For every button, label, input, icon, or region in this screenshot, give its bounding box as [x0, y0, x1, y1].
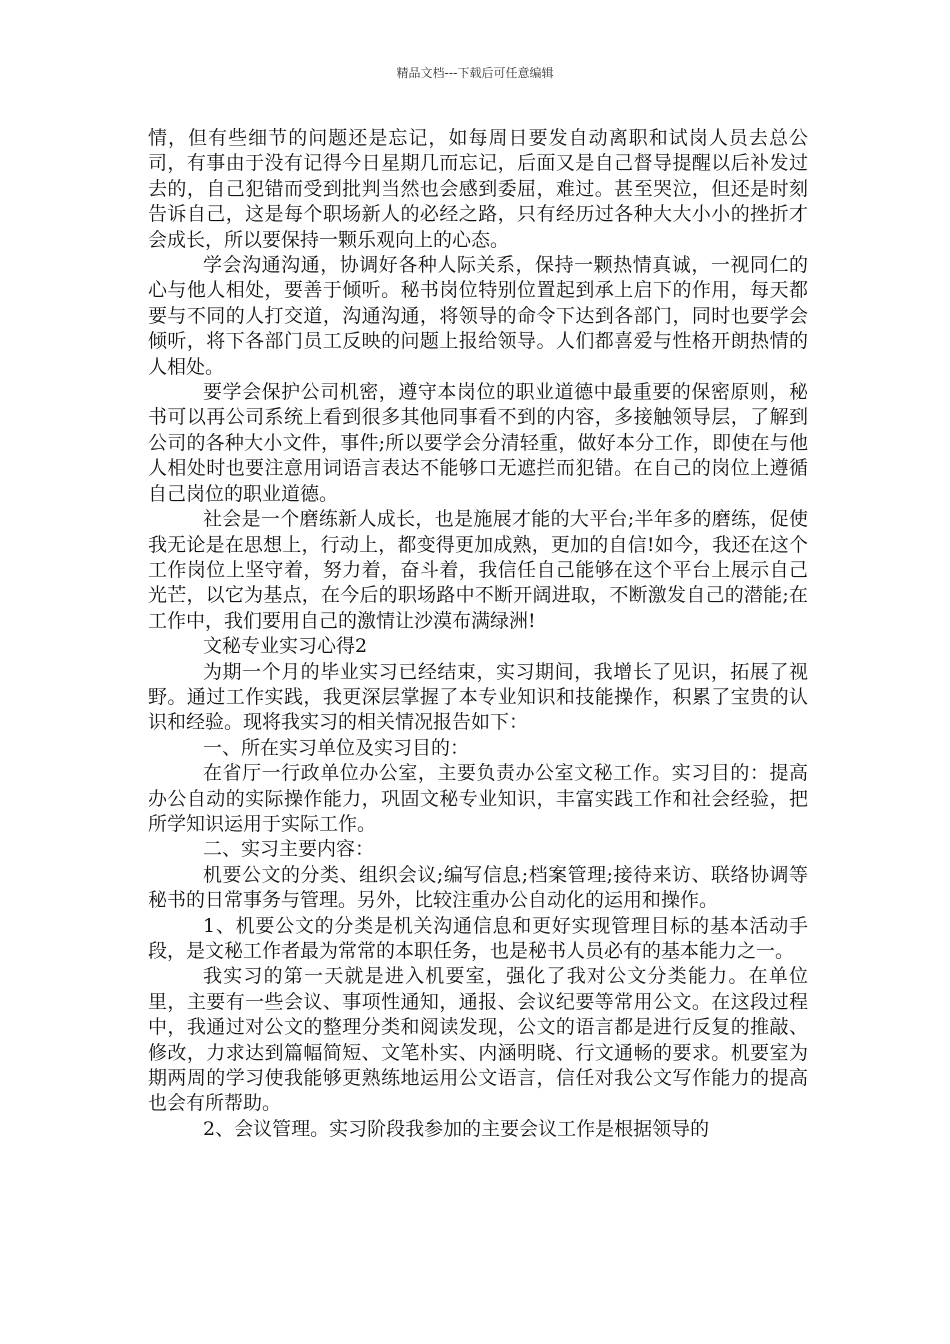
paragraph: 要学会保护公司机密，遵守本岗位的职业道德中最重要的保密原则，秘书可以再公司系统上看到很多其他同事看不到的内容，多接触领导层，了解到公司的各种大小文件，事件;所以要学会分清轻重，做好本分工作，即使在与他人相处时也要注意用词语言表达不能够口无遮拦而犯错。在自己的岗位上遵循自己岗位的职业道德。: [148, 381, 808, 505]
section-heading: 一、所在实习单位及实习目的：: [203, 736, 470, 759]
page-header: 精品文档---下载后可任意编辑: [396, 66, 554, 80]
paragraph: 机要公文的分类、组织会议;编写信息;档案管理;接待来访、联络协调等秘书的日常事务与管理。另外，比较注重办公自动化的运用和操作。: [148, 863, 808, 912]
paragraph: 我实习的第一天就是进入机要室，强化了我对公文分类能力。在单位里，主要有一些会议、事项性通知，通报、会议纪要等常用公文。在这段过程中，我通过对公文的整理分类和阅读发现，公文的语言都是进行反复的推敲、修改，力求达到篇幅简短、文笔朴实、内涵明晓、行文通畅的要求。机要室为期两周的学习使我能够更熟练地运用公文语言，信任对我公文写作能力的提高也会有所帮助。: [148, 965, 808, 1115]
paragraph: 在省厅一行政单位办公室，主要负责办公室文秘工作。实习目的：提高办公自动的实际操作能力，巩固文秘专业知识，丰富实践工作和社会经验，把所学知识运用于实际工作。: [148, 762, 808, 835]
paragraph: 为期一个月的毕业实习已经结束，实习期间，我增长了见识，拓展了视野。通过工作实践，我更深层掌握了本专业知识和技能操作，积累了宝贵的认识和经验。现将我实习的相关情况报告如下：: [148, 660, 808, 734]
paragraph: 社会是一个磨练新人成长，也是施展才能的大平台;半年多的磨练，促使我无论是在思想上，行动上，都变得更加成熟，更加的自信!如今，我还在这个工作岗位上坚守着，努力着，奋斗着，我信任自己能够在这个平台上展示自己光芒，以它为基点，在今后的职场路中不断开阔进取，不断激发自己的潜能;在工作中，我们要用自己的激情让沙漠布满绿洲!: [148, 508, 808, 632]
section-heading: 二、实习主要内容：: [203, 838, 375, 861]
document-body: [148, 126, 808, 1142]
paragraph: 学会沟通沟通，协调好各种人际关系，保持一颗热情真诚，一视同仁的心与他人相处，要善于倾听。秘书岗位特别位置起到承上启下的作用，每天都要与不同的人打交道，沟通沟通，将领导的命令下达到各部门，同时也要学会倾听，将下各部门员工反映的问题上报给领导。人们都喜爱与性格开朗热情的人相处。: [148, 254, 808, 378]
paragraph: 2、会议管理。实习阶段我参加的主要会议工作是根据领导的: [203, 1117, 710, 1140]
paragraph: 1、机要公文的分类是机关沟通信息和更好实现管理目标的基本活动手段，是文秘工作者最为常常的本职任务，也是秘书人员必有的基本能力之一。: [148, 914, 808, 962]
section-title: 文秘专业实习心得2: [203, 635, 368, 658]
paragraph: 情，但有些细节的问题还是忘记，如每周日要发自动离职和试岗人员去总公司，有事由于没有记得今日星期几而忘记，后面又是自己督导提醒以后补发过去的，自己犯错而受到批判当然也会感到委屈，难过。甚至哭泣，但还是时刻告诉自己，这是每个职场新人的必经之路，只有经历过各种大大小小的挫折才会成长，所以要保持一颗乐观向上的心态。: [148, 127, 808, 251]
